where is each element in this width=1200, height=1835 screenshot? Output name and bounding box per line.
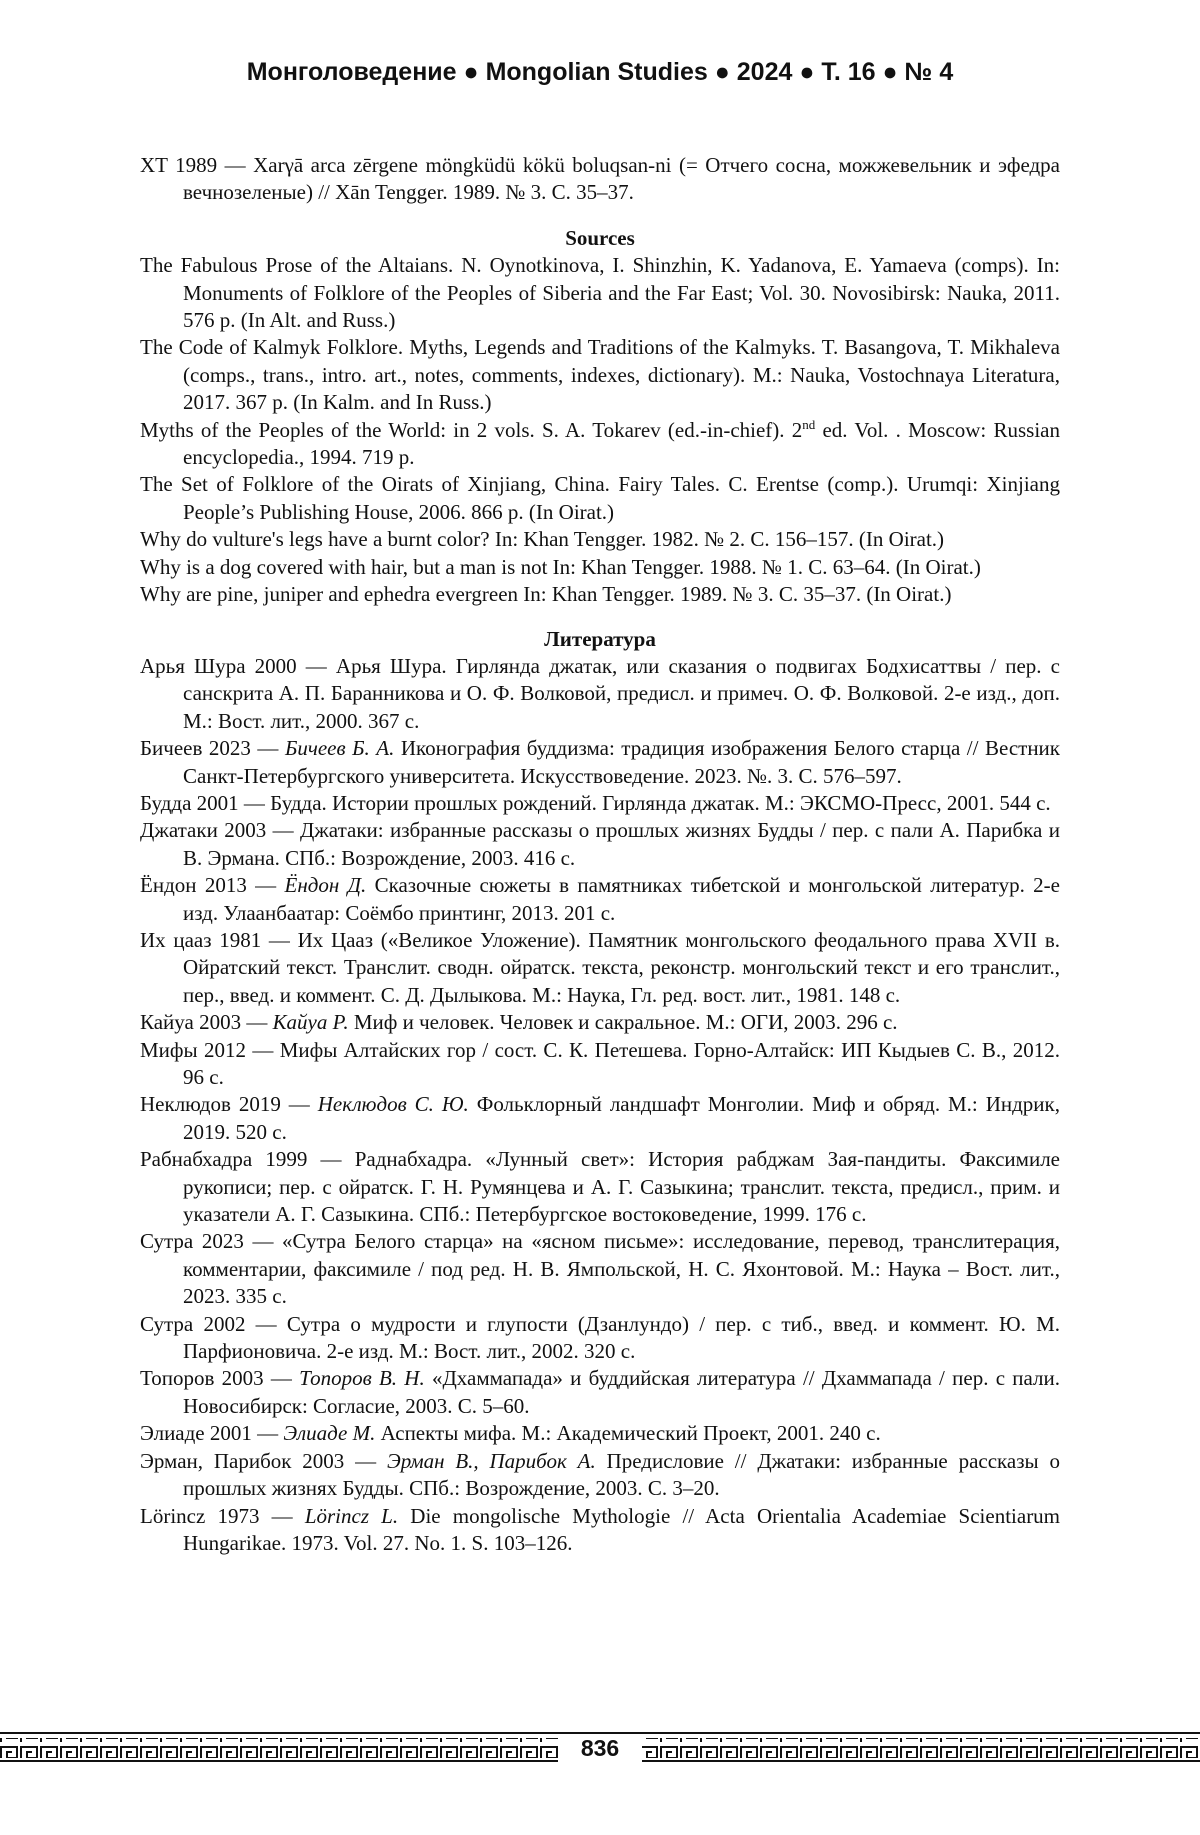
literature-entry: Джатаки 2003 — Джатаки: избранные рассказы о прошлых жизнях Будды / пер. с пали А. Парибка и В. Эрмана. СПб.: Возрождение, 2003. 416 с. bbox=[140, 817, 1060, 872]
literature-entry: Их цааз 1981 — Их Цааз («Великое Уложение). Памятник монгольского феодального права XVII в. Ойратский текст. Транслит. сводн. ойратск. текста, реконстр. монгольский текст и его транслит., пер., введ. и коммент. С. Д. Дылыкова. М.: Наука, Гл. ред. вост. лит., 1981. 148 с. bbox=[140, 927, 1060, 1009]
reference-content bbox=[140, 152, 1060, 1557]
author-name: Неклюдов С. Ю. bbox=[318, 1092, 469, 1116]
source-entry: The Fabulous Prose of the Altaians. N. Oynotkinova, I. Shinzhin, K. Yadanova, E. Yamaeva (comps). In: Monuments of Folklore of the Peoples of Siberia and the Far East; Vol. 30. Novosibirsk: Nauka, 2011. 576 p. (In Alt. and Russ.) bbox=[140, 252, 1060, 334]
literature-entry: Ёндон 2013 — Ёндон Д. Сказочные сюжеты в памятниках тибетской и монгольской литератур. 2-е изд. Улаанбаатар: Соёмбо принтинг, 2013. 201 с. bbox=[140, 872, 1060, 927]
sources-heading: Sources bbox=[140, 225, 1060, 252]
literature-entry: Сутра 2002 — Сутра о мудрости и глупости (Дзанлундо) / пер. с тиб., введ. и коммент. Ю. М. Парфионовича. 2-е изд. М.: Вост. лит., 2002. 320 с. bbox=[140, 1311, 1060, 1366]
reference-entry: XT 1989 — Xarγā arca zērgene möngküdü kökü boluqsan-ni (= Отчего сосна, можжевельник и эфедра вечнозеленые) // Xān Tengger. 1989. № 3. С. 35–37. bbox=[140, 152, 1060, 207]
literature-list bbox=[140, 653, 1060, 1557]
source-entry: Why are pine, juniper and ephedra evergreen In: Khan Tengger. 1989. № 3. С. 35–37. (In Oirat.) bbox=[140, 581, 1060, 608]
author-name: Бичеев Б. А. bbox=[285, 736, 394, 760]
literature-entry: Эрман, Парибок 2003 — Эрман В., Парибок А. Предисловие // Джатаки: избранные рассказы о прошлых жизнях Будды. СПб.: Возрождение, 2003. С. 3–20. bbox=[140, 1448, 1060, 1503]
author-name: Кайуа Р. bbox=[273, 1010, 349, 1034]
page-number: 836 bbox=[558, 1735, 642, 1762]
literature-entry: Топоров 2003 — Топоров В. Н. «Дхаммапада» и буддийская литература // Дхаммапада / пер. с пали. Новосибирск: Согласие, 2003. С. 5–60. bbox=[140, 1365, 1060, 1420]
source-entry: The Set of Folklore of the Oirats of Xinjiang, China. Fairy Tales. C. Erentse (comp.). Urumqi: Xinjiang People’s Publishing House, 2006. 866 p. (In Oirat.) bbox=[140, 471, 1060, 526]
literature-entry: Кайуа 2003 — Кайуа Р. Миф и человек. Человек и сакральное. М.: ОГИ, 2003. 296 с. bbox=[140, 1009, 1060, 1036]
source-entry: The Code of Kalmyk Folklore. Myths, Legends and Traditions of the Kalmyks. T. Basangova, T. Mikhaleva (comps., trans., intro. art., notes, comments, indexes, dictionary). M.: Nauka, Vostochnaya Literatura, 2017. 367 p. (In Kalm. and In Russ.) bbox=[140, 334, 1060, 416]
literature-entry: Арья Шура 2000 — Арья Шура. Гирлянда джатак, или сказания о подвигах Бодхисаттвы / пер. с санскрита А. П. Баранникова и О. Ф. Волковой, предисл. и примеч. О. Ф. Волковой. 2-е изд., доп. М.: Вост. лит., 2000. 367 с. bbox=[140, 653, 1060, 735]
sources-list bbox=[140, 252, 1060, 608]
literature-entry: Рабнабхадра 1999 — Раднабхадра. «Лунный свет»: История рабджам Зая-пандиты. Факсимиле рукописи; пер. с ойратск. Г. Н. Румянцева и А. Г. Сазыкина; транслит. текста, предисл., прим. и указатели А. Г. Сазыкина. СПб.: Петербургское востоковедение, 1999. 176 с. bbox=[140, 1146, 1060, 1228]
literature-heading: Литература bbox=[140, 626, 1060, 653]
source-entry: Myths of the Peoples of the World: in 2 vols. S. A. Tokarev (ed.-in-chief). 2nd ed. Vol. . Moscow: Russian encyclopedia., 1994. 719 p. bbox=[140, 417, 1060, 472]
source-entry: Why is a dog covered with hair, but a man is not In: Khan Tengger. 1988. № 1. С. 63–64. (In Oirat.) bbox=[140, 554, 1060, 581]
author-name: Lörincz L. bbox=[305, 1504, 398, 1528]
author-name: Ёндон Д. bbox=[285, 873, 367, 897]
running-head: Монголоведение ● Mongolian Studies ● 2024 ● Т. 16 ● № 4 bbox=[0, 58, 1200, 87]
author-name: Топоров В. Н. bbox=[299, 1366, 425, 1390]
literature-entry: Сутра 2023 — «Сутра Белого старца» на «ясном письме»: исследование, перевод, транслитерация, комментарии, факсимиле / под ред. Н. В. Ямпольской, Н. С. Яхонтовой. М.: Наука – Вост. лит., 2023. 335 с. bbox=[140, 1228, 1060, 1310]
author-name: Элиаде М. bbox=[283, 1421, 375, 1445]
literature-entry: Элиаде 2001 — Элиаде М. Аспекты мифа. М.: Академический Проект, 2001. 240 с. bbox=[140, 1420, 1060, 1447]
literature-entry: Lörincz 1973 — Lörincz L. Die mongolische Mythologie // Acta Orientalia Academiae Scientiarum Hungarikae. 1973. Vol. 27. No. 1. S. 103–126. bbox=[140, 1503, 1060, 1558]
page bbox=[0, 0, 1200, 1835]
source-entry: Why do vulture's legs have a burnt color? In: Khan Tengger. 1982. № 2. С. 156–157. (In Oirat.) bbox=[140, 526, 1060, 553]
author-name: Эрман В., Парибок А. bbox=[387, 1449, 596, 1473]
literature-entry: Мифы 2012 — Мифы Алтайских гор / сост. С. К. Петешева. Горно-Алтайск: ИП Кыдыев С. В., 2012. 96 с. bbox=[140, 1037, 1060, 1092]
literature-entry: Бичеев 2023 — Бичеев Б. А. Иконография буддизма: традиция изображения Белого старца // Вестник Санкт-Петербургского университета. Искусствоведение. 2023. №. 3. С. 576–597. bbox=[140, 735, 1060, 790]
literature-entry: Неклюдов 2019 — Неклюдов С. Ю. Фольклорный ландшафт Монголии. Миф и обряд. М.: Индрик, 2019. 520 с. bbox=[140, 1091, 1060, 1146]
literature-entry: Будда 2001 — Будда. Истории прошлых рождений. Гирлянда джатак. М.: ЭКСМО-Пресс, 2001. 544 с. bbox=[140, 790, 1060, 817]
